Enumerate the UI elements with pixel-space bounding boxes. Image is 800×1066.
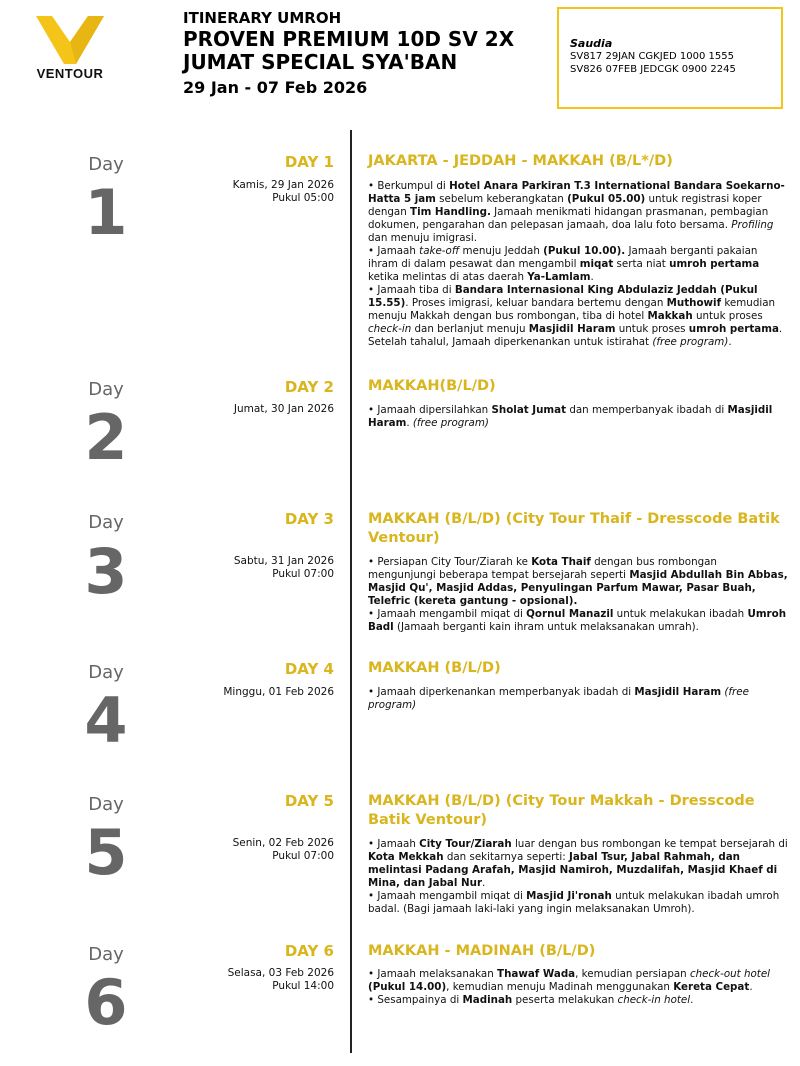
day-heading: MAKKAH (B/L/D) (City Tour Makkah - Dresscode Batik Ventour) [368,793,755,828]
day-label: Day [88,154,124,175]
day-date [228,967,334,993]
text: kemudian menuju Makkah dengan bus rombongan, tiba di hotel [368,297,776,322]
text: dan memperbanyak ibadah di [566,404,728,416]
text: Jamaah menikmati hidangan prasmanan, pembagian dokumen, pengarahan dan pelepasan jamaah, doa lalu foto bersama. [368,206,769,231]
bold-text: Masjidil Haram [634,686,722,698]
day-description [368,556,788,634]
ventour-logo [32,14,108,80]
bold-text: Qornul Manazil [526,608,614,620]
header-dates: 29 Jan - 07 Feb 2026 [183,77,368,97]
bold-text: Makkah [647,310,693,322]
flight-segment: SV817 29JAN CGKJED 1000 1555 [570,51,734,62]
text: untuk proses [615,323,689,335]
day-title: DAY 2 [284,378,334,396]
airline-name: Saudia [570,37,613,50]
bold-text: Jabal Tsur, Jabal Rahmah, dan melintasi Padang Arafah, Masjid Namiroh, Muzdalifah, Masjid Khaef di Mina, dan Jabal Nur [368,851,778,889]
text: . [690,994,694,1006]
day-number: 1 [84,176,128,249]
day-date [223,686,334,699]
description-item [368,180,788,245]
text: . [482,877,486,889]
day-date [234,555,334,581]
text: • Berkumpul di [368,180,450,192]
header-line1: ITINERARY UMROH [183,9,342,27]
bold-text: miqat [579,258,614,270]
day-time-text: Pukul 14:00 [272,980,334,992]
bold-text: (Pukul 10.00). [543,245,626,257]
text: dan menuju imigrasi. [368,232,478,244]
description-item [368,556,788,608]
text: dan berlanjut menuju [411,323,529,335]
text: . Proses imigrasi, keluar bandara bertemu dengan [405,297,667,309]
day-number: 2 [84,401,128,474]
text: Jamaah berganti pakaian ihram di dalam pesawat dan mengambil [368,245,758,270]
bold-text: Madinah [462,994,513,1006]
day-number: 6 [84,966,128,1039]
day-date-text: Senin, 02 Feb 2026 [232,837,334,849]
bold-text: Sholat Jumat [491,404,567,416]
day-heading: JAKARTA - JEDDAH - MAKKAH (B/L*/D) [368,153,673,169]
day-title: DAY 6 [284,942,334,960]
bold-text: Masjid Abdullah Bin Abbas, Masjid Qu', Masjid Addas, Penyulingan Parfum Mawar, Pasar Buah, Telefric (kereta gantung - opsional). [368,569,788,607]
text: • Jamaah melaksanakan [368,968,498,980]
text: dengan bus rombongan mengunjungi beberapa tempat bersejarah seperti [368,556,717,581]
text: (Jamaah berganti kain ihram untuk melaksanakan umrah). [393,621,699,633]
italic-text: Profiling [731,219,774,231]
italic-text: check-in [368,323,412,335]
day-title: DAY 3 [284,510,334,528]
bold-text: Bandara Internasional King Abdulaziz Jeddah (Pukul 15.55) [368,284,758,309]
text: • Persiapan City Tour/Ziarah ke [368,556,532,568]
text: . [406,417,413,429]
day-description [368,180,788,349]
description-item [368,608,788,634]
text: untuk melakukan ibadah [613,608,748,620]
description-item [368,994,788,1007]
flight-info-box [557,7,783,109]
day-date-text: Jumat, 30 Jan 2026 [233,403,334,415]
italic-text: take-off [419,245,460,257]
bold-text: Muthowif [666,297,722,309]
bold-text: umroh pertama [669,258,760,270]
italic-text: (free program) [652,336,729,348]
brand-name: VENTOUR [36,66,104,81]
text: , kemudian menuju Madinah menggunakan [446,981,674,993]
day-description [368,686,788,712]
bold-text: Masjidil Haram [528,323,616,335]
bold-text: umroh pertama [688,323,779,335]
italic-text: check-in hotel [617,994,691,1006]
text: untuk melakukan ibadah umroh badal. (Bagi jamaah laki-laki yang ingin melaksanakan Umroh). [368,890,780,915]
text: . [590,271,594,283]
italic-text: (free program) [368,686,749,711]
text: . [749,981,753,993]
text: • Jamaah [368,245,420,257]
day-heading: MAKKAH (B/L/D) [368,660,501,676]
day-heading: MAKKAH(B/L/D) [368,378,496,394]
description-item [368,968,788,994]
text: . [728,336,732,348]
day-label: Day [88,944,124,965]
bold-text: Masjid Ji'ronah [526,890,612,902]
bold-text: Kota Thaif [531,556,591,568]
ventour-logo-icon [36,14,104,64]
day-time-text: Pukul 07:00 [272,568,334,580]
bold-text: (Pukul 05.00) [567,193,646,205]
day-label: Day [88,794,124,815]
text: menuju Jeddah [459,245,544,257]
description-item [368,284,788,349]
day-description [368,404,788,430]
text: • Jamaah tiba di [368,284,455,296]
bold-text: Ya-Lamlam [527,271,591,283]
description-item [368,890,788,916]
day-time-text: Pukul 07:00 [272,850,334,862]
bold-text: (Pukul 14.00) [368,981,447,993]
day-number: 3 [84,535,128,608]
text: untuk registrasi koper dengan [368,193,762,218]
day-time-text: Pukul 05:00 [272,192,334,204]
day-title: DAY 5 [284,792,334,810]
text: • Jamaah dipersilahkan [368,404,492,416]
italic-text: (free program) [412,417,489,429]
header-line3: JUMAT SPECIAL SYA'BAN [183,49,458,74]
day-heading: MAKKAH (B/L/D) (City Tour Thaif - Dresscode Batik Ventour) [368,511,780,546]
bold-text: Umroh Badl [368,608,787,633]
description-item [368,838,788,890]
day-date-text: Sabtu, 31 Jan 2026 [233,555,334,567]
day-title: DAY 4 [284,660,334,678]
text: • Jamaah [368,838,420,850]
day-number: 5 [84,816,128,889]
itinerary-header [183,10,514,96]
day-heading: MAKKAH - MADINAH (B/L/D) [368,943,596,959]
timeline-divider [350,130,352,1053]
bold-text: Kota Mekkah [368,851,444,863]
bold-text: Masjidil Haram [368,404,773,429]
text: • Sesampainya di [368,994,463,1006]
bold-text: City Tour/Ziarah [419,838,512,850]
italic-text: check-out hotel [689,968,771,980]
day-description [368,838,788,916]
text: luar dengan bus rombongan ke tempat bersejarah di [511,838,788,850]
day-date [233,179,334,205]
bold-text: Thawaf Wada [497,968,576,980]
text: ketika melintas di atas daerah [368,271,528,283]
day-label: Day [88,662,124,683]
text: serta niat [613,258,670,270]
description-item [368,245,788,284]
day-date [233,837,334,863]
day-date-text: Minggu, 01 Feb 2026 [223,686,334,698]
text: . Setelah tahalul, Jamaah diperkenankan untuk istirahat [368,323,783,348]
text: untuk proses [692,310,763,322]
day-number: 4 [84,684,128,757]
text: • Jamaah diperkenankan memperbanyak ibadah di [368,686,635,698]
bold-text: Hotel Anara Parkiran T.3 International Bandara Soekarno-Hatta 5 jam [368,180,785,205]
day-label: Day [88,512,124,533]
text: peserta melakukan [512,994,618,1006]
description-item [368,404,788,430]
text: • Jamaah mengambil miqat di [368,890,527,902]
flight-segment: SV826 07FEB JEDCGK 0900 2245 [570,64,736,75]
text: dan sekitarnya seperti: [443,851,570,863]
text: • Jamaah mengambil miqat di [368,608,527,620]
day-date-text: Kamis, 29 Jan 2026 [232,179,334,191]
text: sebelum keberangkatan [435,193,568,205]
description-item [368,686,788,712]
day-date [234,403,334,416]
day-title: DAY 1 [284,153,334,171]
text: , kemudian persiapan [575,968,690,980]
bold-text: Tim Handling. [410,206,491,218]
day-date-text: Selasa, 03 Feb 2026 [227,967,334,979]
bold-text: Kereta Cepat [673,981,750,993]
day-label: Day [88,379,124,400]
day-description [368,968,788,1007]
header-line2: PROVEN PREMIUM 10D SV 2X [183,26,515,51]
